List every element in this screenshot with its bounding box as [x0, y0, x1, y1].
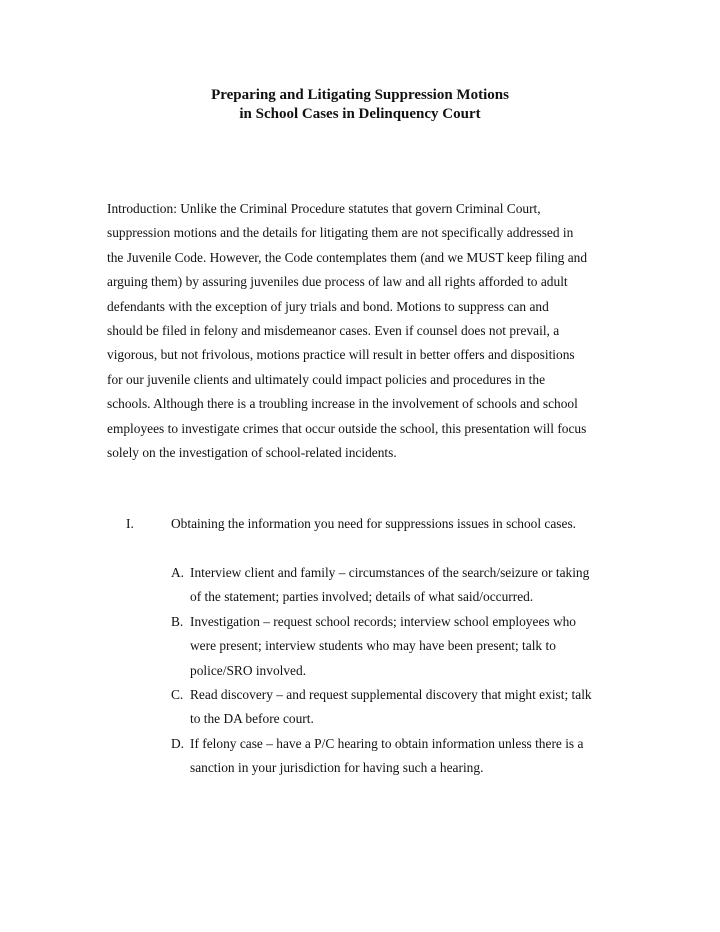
intro-line: schools. Although there is a troubling increase in the involvement of schools and school	[107, 396, 578, 412]
document-title	[0, 86, 720, 124]
intro-line: solely on the investigation of school-related incidents.	[107, 445, 397, 461]
outline-item-d	[0, 732, 720, 781]
outline-item-b	[0, 610, 720, 683]
intro-line: employees to investigate crimes that occur outside the school, this presentation will focus	[107, 420, 587, 436]
intro-line: suppression motions and the details for litigating them are not specifically addressed in	[107, 225, 574, 241]
intro-line: Introduction: Unlike the Criminal Procedure statutes that govern Criminal Court,	[107, 201, 541, 216]
intro-line: for our juvenile clients and ultimately could impact policies and procedures in the	[107, 371, 546, 387]
item-line: If felony case – have a P/C hearing to obtain information unless there is a	[190, 735, 584, 751]
item-line: to the DA before court.	[190, 711, 314, 727]
item-line: of the statement; parties involved; details of what said/occurred.	[190, 589, 534, 605]
section-heading-text: Obtaining the information you need for suppressions issues in school cases.	[171, 516, 577, 531]
section-numeral: I.	[126, 516, 134, 531]
intro-line: should be filed in felony and misdemeanor cases. Even if counsel does not prevail, a	[107, 323, 560, 339]
intro-line: vigorous, but not frivolous, motions practice will result in better offers and dispositions	[107, 347, 575, 363]
introduction-paragraph	[107, 197, 627, 465]
item-line: Read discovery – and request supplemental discovery that might exist; talk	[190, 687, 592, 703]
intro-line: the Juvenile Code. However, the Code contemplates them (and we MUST keep filing and	[107, 249, 588, 265]
intro-line: defendants with the exception of jury trials and bond. Motions to suppress can and	[107, 298, 549, 314]
item-line: Investigation – request school records; interview school employees who	[190, 613, 577, 629]
intro-line: arguing them) by assuring juveniles due process of law and all rights afforded to adult	[107, 274, 568, 290]
item-line: sanction in your jurisdiction for having such a hearing.	[190, 760, 484, 776]
item-letter: A.	[171, 565, 185, 580]
item-letter: D.	[171, 735, 185, 751]
item-letter: C.	[171, 687, 184, 703]
title-line: in School Cases in Delinquency Court	[239, 106, 481, 122]
outline-item-a	[0, 561, 720, 610]
item-line: police/SRO involved.	[190, 662, 307, 678]
outline-items	[0, 561, 720, 781]
item-line: Interview client and family – circumstances of the search/seizure or taking	[190, 565, 590, 580]
section-heading	[0, 512, 720, 536]
title-line: Preparing and Litigating Suppression Motions	[211, 87, 509, 103]
item-letter: B.	[171, 613, 184, 629]
item-line: were present; interview students who may have been present; talk to	[190, 638, 556, 654]
outline-section	[0, 512, 720, 776]
outline-item-c	[0, 683, 720, 732]
